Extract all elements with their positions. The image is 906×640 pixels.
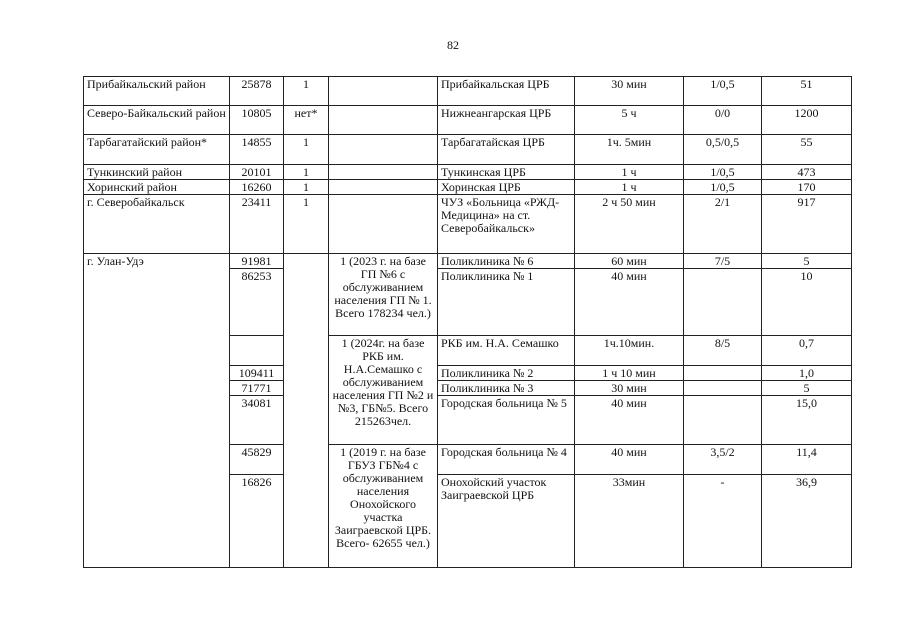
distance-value: 5 (762, 254, 852, 269)
hospital-name: Городская больница № 4 (438, 445, 575, 475)
district-name: г. Улан-Удэ (84, 254, 230, 568)
hospital-name: Нижнеангарская ЦРБ (438, 106, 575, 135)
ratio-value (684, 366, 762, 381)
distance-value: 1,0 (762, 366, 852, 381)
table-row (84, 254, 852, 269)
distance-value: 5 (762, 381, 852, 396)
population-value: 45829 (230, 445, 284, 475)
travel-time: 60 мин (575, 254, 684, 269)
population-value: 71771 (230, 381, 284, 396)
travel-time: 2 ч 50 мин (575, 195, 684, 254)
ratio-value: - (684, 475, 762, 568)
hospital-name: Поликлиника № 3 (438, 381, 575, 396)
population-value: 14855 (230, 135, 284, 165)
travel-time: 1 ч 10 мин (575, 366, 684, 381)
ratio-value: 8/5 (684, 336, 762, 366)
note-cell: 1 (2023 г. на базе ГП №6 с обслуживанием населения ГП № 1. Всего 178234 чел.) (329, 254, 438, 336)
note-cell (329, 77, 438, 106)
ratio-value: 1/0,5 (684, 165, 762, 180)
distance-value: 15,0 (762, 396, 852, 445)
travel-time: 33мин (575, 475, 684, 568)
travel-time: 1ч. 5мин (575, 135, 684, 165)
count-value: 1 (284, 165, 329, 180)
page-number: 82 (447, 38, 459, 52)
travel-time: 30 мин (575, 77, 684, 106)
hospital-name: Тункинская ЦРБ (438, 165, 575, 180)
table-row (84, 106, 852, 135)
distance-value: 11,4 (762, 445, 852, 475)
ratio-value: 0,5/0,5 (684, 135, 762, 165)
note-cell (329, 195, 438, 254)
ratio-value (684, 381, 762, 396)
hospital-name: Тарбагатайская ЦРБ (438, 135, 575, 165)
travel-time: 40 мин (575, 269, 684, 336)
district-name: Тарбагатайский район* (84, 135, 230, 165)
population-value: 20101 (230, 165, 284, 180)
table-row (84, 77, 852, 106)
district-name: Тункинский район (84, 165, 230, 180)
distance-value: 0,7 (762, 336, 852, 366)
note-cell (329, 135, 438, 165)
travel-time: 1ч.10мин. (575, 336, 684, 366)
hospital-name: Хоринская ЦРБ (438, 180, 575, 195)
travel-time: 40 мин (575, 396, 684, 445)
hospital-name: Городская больница № 5 (438, 396, 575, 445)
distance-value: 917 (762, 195, 852, 254)
hospital-name: ЧУЗ «Больница «РЖД-Медицина» на ст. Северобайкальск» (438, 195, 575, 254)
ratio-value: 1/0,5 (684, 77, 762, 106)
population-value: 34081 (230, 396, 284, 445)
ratio-value: 0/0 (684, 106, 762, 135)
distance-value: 1200 (762, 106, 852, 135)
note-cell (329, 180, 438, 195)
count-value: 1 (284, 135, 329, 165)
distance-value: 10 (762, 269, 852, 336)
district-name: Северо-Байкальский район (84, 106, 230, 135)
population-value: 16260 (230, 180, 284, 195)
count-value: нет* (284, 106, 329, 135)
note-cell: 1 (2024г. на базе РКБ им. Н.А.Семашко с обслуживанием населения ГП №2 и №3, ГБ№5. Всего 215263чел. (329, 336, 438, 445)
district-name: Прибайкальский район (84, 77, 230, 106)
population-value (230, 336, 284, 366)
hospital-name: РКБ им. Н.А. Семашко (438, 336, 575, 366)
hospital-table (83, 76, 852, 568)
travel-time: 1 ч (575, 165, 684, 180)
table-row (84, 180, 852, 195)
count-cell (284, 254, 329, 568)
count-value: 1 (284, 195, 329, 254)
hospital-name: Онохойский участок Заиграевской ЦРБ (438, 475, 575, 568)
travel-time: 40 мин (575, 445, 684, 475)
distance-value: 51 (762, 77, 852, 106)
distance-value: 36,9 (762, 475, 852, 568)
table-row (84, 135, 852, 165)
population-value: 10805 (230, 106, 284, 135)
ratio-value (684, 269, 762, 336)
ratio-value (684, 396, 762, 445)
hospital-name: Поликлиника № 6 (438, 254, 575, 269)
hospital-name: Поликлиника № 2 (438, 366, 575, 381)
note-cell: 1 (2019 г. на базе ГБУЗ ГБ№4 с обслуживанием населения Онохойского участка Заиграевской ЦРБ. Всего- 62655 чел.) (329, 445, 438, 568)
distance-value: 55 (762, 135, 852, 165)
hospital-name: Прибайкальская ЦРБ (438, 77, 575, 106)
population-value: 86253 (230, 269, 284, 336)
travel-time: 30 мин (575, 381, 684, 396)
travel-time: 1 ч (575, 180, 684, 195)
population-value: 25878 (230, 77, 284, 106)
distance-value: 473 (762, 165, 852, 180)
count-value: 1 (284, 180, 329, 195)
population-value: 91981 (230, 254, 284, 269)
distance-value: 170 (762, 180, 852, 195)
count-value: 1 (284, 77, 329, 106)
district-name: г. Северобайкальск (84, 195, 230, 254)
travel-time: 5 ч (575, 106, 684, 135)
table-row (84, 165, 852, 180)
note-cell (329, 165, 438, 180)
ratio-value: 2/1 (684, 195, 762, 254)
ratio-value: 7/5 (684, 254, 762, 269)
table-row (84, 195, 852, 254)
population-value: 23411 (230, 195, 284, 254)
ratio-value: 3,5/2 (684, 445, 762, 475)
population-value: 109411 (230, 366, 284, 381)
ratio-value: 1/0,5 (684, 180, 762, 195)
population-value: 16826 (230, 475, 284, 568)
note-cell (329, 106, 438, 135)
hospital-name: Поликлиника № 1 (438, 269, 575, 336)
district-name: Хоринский район (84, 180, 230, 195)
